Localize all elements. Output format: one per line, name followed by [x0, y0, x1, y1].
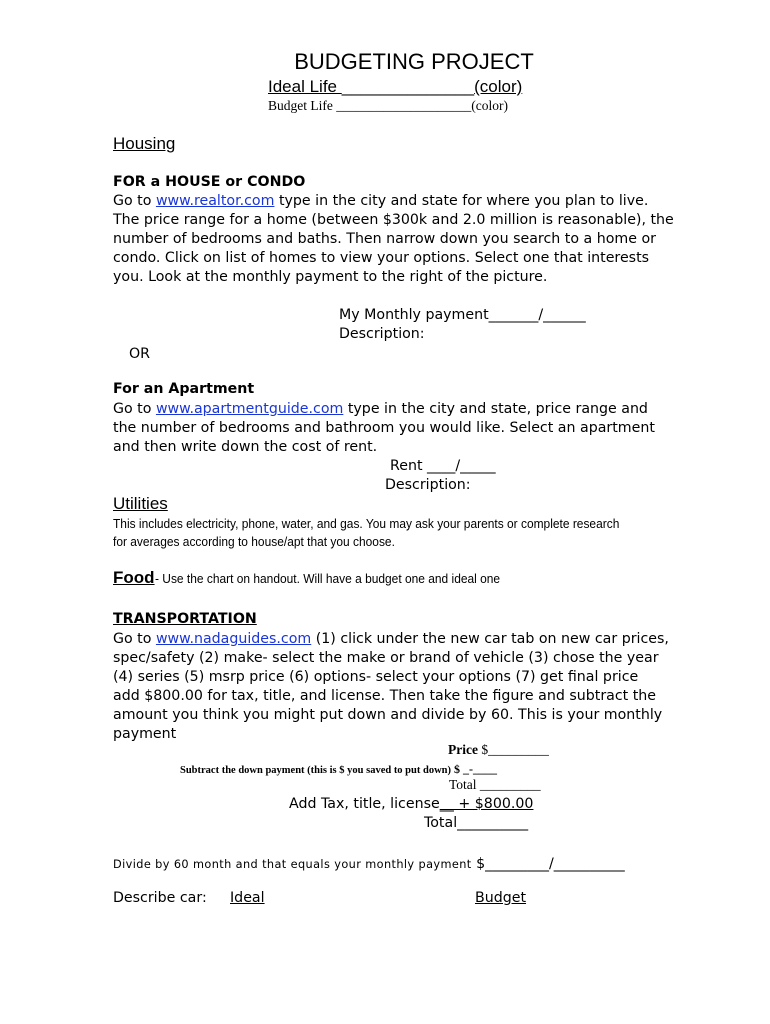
ideal-life-label: Ideal Life	[268, 77, 342, 96]
transportation-text: spec/safety (2) make- select the make or brand of vehicle (3) chose the year	[113, 650, 659, 666]
food-heading: Food	[113, 568, 155, 587]
house-text: number of bedrooms and baths. Then narrow down you search to a home or	[113, 231, 656, 247]
price-blank: $_________	[477, 742, 549, 757]
house-text: Go to	[113, 193, 156, 209]
apartment-text: the number of bedrooms and bathroom you would like. Select an apartment	[113, 420, 655, 436]
ideal-life-color: (color)	[474, 77, 523, 96]
budget-life-label: Budget Life	[268, 98, 337, 113]
utilities-heading: Utilities	[113, 494, 168, 513]
price-label: Price	[448, 742, 478, 757]
utilities-line: This includes electricity, phone, water, and gas. You may ask your parents or complete research	[113, 516, 620, 531]
food-text: - Use the chart on handout. Will have a budget one and ideal one	[154, 571, 500, 586]
utilities-line: for averages according to house/apt that you choose.	[113, 534, 395, 549]
house-paragraph	[113, 192, 674, 287]
apartment-text: and then write down the cost of rent.	[113, 439, 378, 455]
food-line	[113, 568, 530, 588]
price-field[interactable]	[448, 742, 549, 758]
transportation-text: Go to	[113, 631, 156, 647]
divide-line[interactable]	[113, 853, 625, 872]
budget-life-line	[268, 98, 508, 114]
page-title: BUDGETING PROJECT	[294, 49, 534, 74]
house-description-label: Description:	[339, 326, 425, 342]
transportation-text: amount you think you might put down and divide by 60. This is your monthly	[113, 707, 663, 723]
apartmentguide-link[interactable]: www.apartmentguide.com	[155, 401, 344, 417]
describe-ideal: Ideal	[230, 890, 265, 906]
subtract-blank: $ _-____	[451, 762, 497, 776]
house-subheading: FOR a HOUSE or CONDO	[113, 174, 306, 190]
divide-blank: $_________/__________	[471, 856, 625, 872]
transportation-paragraph	[113, 630, 669, 744]
budget-life-blank: ____________________	[336, 98, 472, 113]
utilities-text	[113, 515, 619, 551]
apartment-description-label: Description:	[385, 477, 471, 493]
describe-car-label: Describe car:	[113, 890, 207, 906]
apartment-subheading: For an Apartment	[113, 381, 255, 397]
apartment-text: Go to	[113, 401, 156, 417]
total-field-1[interactable]: Total _________	[449, 777, 541, 792]
house-text: The price range for a home (between $300k and 2.0 million is reasonable), the	[113, 212, 674, 228]
add-tax-value: __ + $800.00	[439, 796, 534, 812]
apartment-paragraph	[113, 400, 655, 457]
house-text: condo. Click on list of homes to view your options. Select one that interests	[113, 250, 650, 266]
budget-life-color: (color)	[471, 98, 508, 113]
transportation-text: payment	[113, 726, 177, 742]
ideal-life-blank: ______________	[341, 77, 475, 96]
house-text: you. Look at the monthly payment to the right of the picture.	[113, 269, 548, 285]
transportation-text: add $800.00 for tax, title, and license. Then take the figure and subtract the	[113, 688, 657, 704]
house-text: type in the city and state for where you plan to live.	[274, 193, 649, 209]
monthly-payment-field[interactable]: My Monthly payment_______/______	[339, 307, 586, 323]
add-tax-line	[289, 796, 533, 812]
rent-field[interactable]: Rent ____/_____	[390, 458, 496, 474]
housing-heading: Housing	[113, 134, 176, 153]
subtract-field[interactable]	[180, 762, 497, 777]
subtract-label: Subtract the down payment (this is $ you saved to put down)	[180, 765, 451, 776]
describe-budget: Budget	[475, 890, 527, 906]
transportation-text: (4) series (5) msrp price (6) options- select your options (7) get final price	[113, 669, 639, 685]
realtor-link[interactable]: www.realtor.com	[155, 193, 275, 209]
nadaguides-link[interactable]: www.nadaguides.com	[155, 631, 312, 647]
transportation-heading: TRANSPORTATION	[113, 611, 257, 627]
add-tax-label: Add Tax, title, license	[289, 796, 440, 812]
or-text: OR	[129, 346, 151, 362]
transportation-text: (1) click under the new car tab on new car prices,	[311, 631, 669, 647]
total-field-2[interactable]: Total__________	[424, 815, 529, 831]
divide-label: Divide by 60 month and that equals your monthly payment	[113, 858, 472, 871]
apartment-text: type in the city and state, price range and	[343, 401, 648, 417]
ideal-life-line	[268, 77, 522, 97]
